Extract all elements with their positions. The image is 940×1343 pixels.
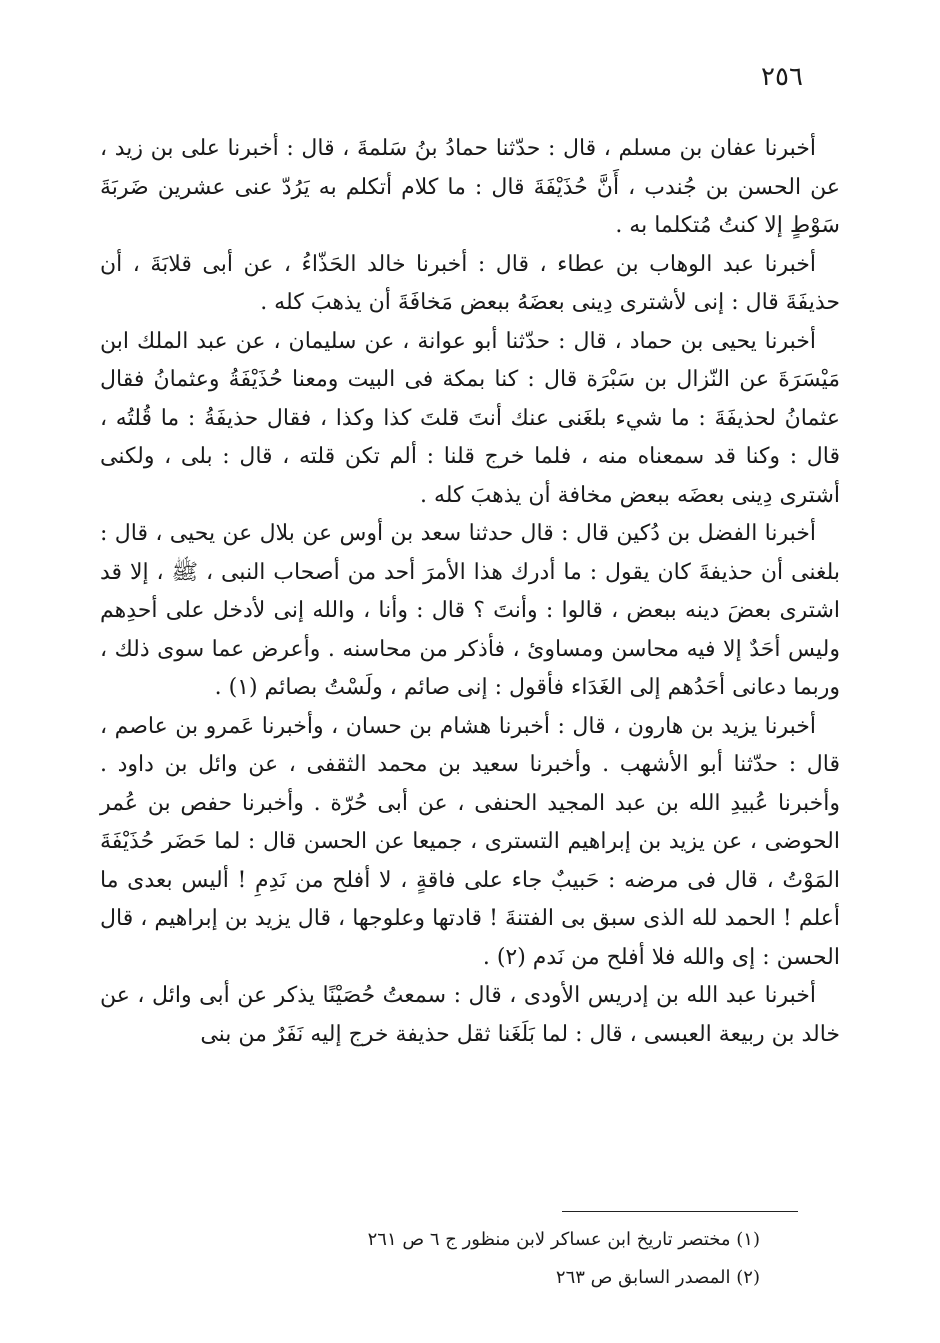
paragraph: أخبرنا يحيى بن حماد ، قال : حدّثنا أبو عوانة ، عن سليمان ، عن عبد الملك ابن مَيْسَرَةَ عن النّزال بن سَبْرَة قال : كنا بمكة فى البيت ومعنا حُذَيْفَةُ وعثمانُ فقال عثمانُ لحذيفَةَ : ما شيء بلغَنى عنك أنتَ قلتَ كذا وكذا ، فقال حذيفَةُ : ما قُلتُه ، قال : وكنا قد سمعناه منه ، فلما خرج قلنا : ألم تكن قلته ، قال : بلى ، ولكنى أشترى دِينى بعضَه ببعض مخافة أن يذهبَ كله . <box>100 328 840 508</box>
footnote: (٢) المصدر السابق ص ٢٦٣ <box>555 1267 760 1288</box>
page-number: ٢٥٦ <box>761 62 803 92</box>
paragraph: أخبرنا الفضل بن دُكين قال : قال حدثنا سعد بن أوس عن بلال عن يحيى ، قال : بلغنى أن حذيفةَ كان يقول : ما أدرك هذا الأمرَ أحد من أصحاب النبى ، ﷺ ، إلا قد اشترى بعضَ دينه ببعض ، قالوا : وأنتَ ؟ قال : وأنا ، والله إنى لأدخل على أحدِهم وليس أحَدٌ إلا فيه محاسن ومساوئ ، فأذكر من محاسنه . وأعرض عما سوى ذلك ، وربما دعانى أحَدُهم إلى الغَدَاء فأقول : إنى صائم ، ولَسْتُ بصائم (١) . <box>100 521 840 700</box>
footnotes <box>300 1221 760 1297</box>
paragraph: أخبرنا عبد الله بن إدريس الأودى ، قال : سمعتُ حُصَيْنًا يذكر عن أبى وائل ، عن خالد بن ربيعة العبسى ، قال : لما بَلَغَنا ثقل حذيفة خرج إليه نَفَرٌ من بنى <box>100 983 840 1047</box>
paragraph: أخبرنا عبد الوهاب بن عطاء ، قال : أخبرنا خالد الحَذّاءُ ، عن أبى قلابَةَ ، أن حذيفَةَ قال : إنى لأشترى دِينى بعضَهُ ببعض مَخافَةَ أن يذهبَ كله . <box>100 251 840 315</box>
paragraph: أخبرنا عفان بن مسلم ، قال : حدّثنا حمادُ بنُ سَلمةَ ، قال : أخبرنا على بن زيد ، عن الحسن بن جُندب ، أَنَّ حُذَيْفَةَ قال : ما كلام أتكلم به يَرُدّ عنى عشرين ضَربَةَ سَوْطٍ إلا كنتُ مُتكلما به . <box>100 136 840 238</box>
footnote: (١) مختصر تاريخ ابن عساكر لابن منظور ج ٦ ص ٢٦١ <box>367 1229 760 1250</box>
footnote-divider <box>562 1211 798 1212</box>
paragraph: أخبرنا يزيد بن هارون ، قال : أخبرنا هشام بن حسان ، وأخبرنا عَمرو بن عاصم ، قال : حدّثنا أبو الأشهب . وأخبرنا سعيد بن محمد الثقفى ، عن وائل بن داود . وأخبرنا عُبيدِ الله بن عبد المجيد الحنفى ، عن أبى حُرّة . وأخبرنا حفص بن عُمر الحوضى ، عن يزيد بن إبراهيم التسترى ، جميعا عن الحسن قال : لما حَضَر حُذَيْفَةَ المَوْتُ ، قال فى مرضه : حَبيبٌ جاء على فاقةٍ ، لا أفلح من نَدِمِ ! أليس بعدى ما أعلم ! الحمد لله الذى سبق بى الفتنةَ ! قادتها وعلوجها ، قال يزيد بن إبراهيم ، قال الحسن : إى والله فلا أفلح من نَدم (٢) . <box>100 713 840 970</box>
main-text <box>100 130 840 1054</box>
